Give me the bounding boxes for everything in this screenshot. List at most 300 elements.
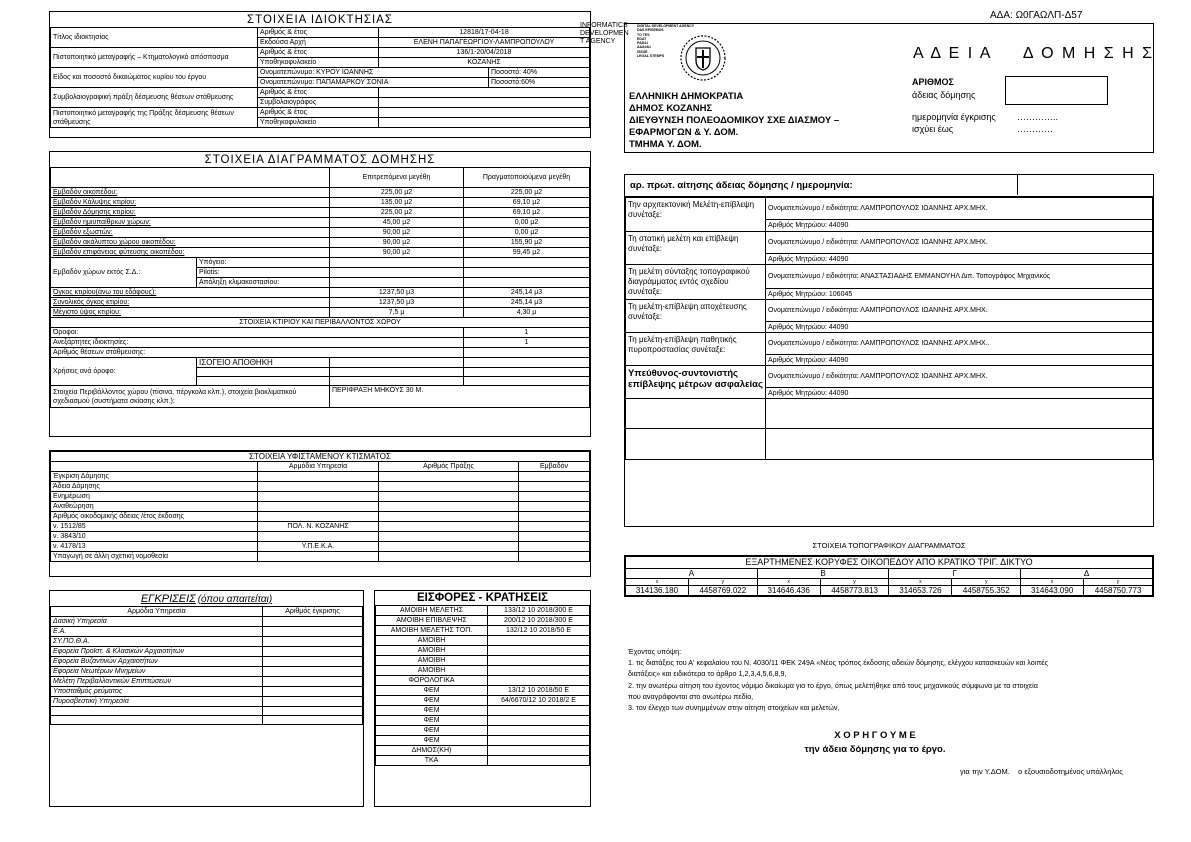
diagram-actual: 99,45 μ2	[464, 248, 590, 258]
owner-val	[379, 108, 590, 118]
fee-value: 133/12 10 2018/300 E	[488, 606, 590, 616]
existing-act	[379, 532, 519, 542]
env-row-value: 1	[464, 338, 590, 348]
fee-value	[488, 666, 590, 676]
owner-val: 12818/17-04-18	[379, 28, 590, 38]
diagram-row	[51, 288, 590, 298]
topo-value: 314643.090	[1021, 586, 1084, 596]
approval-service: Εφορεία Νεωτέρων Μνημείων	[51, 667, 263, 677]
approval-date-value: …………..	[1017, 112, 1059, 122]
diagram-row	[51, 208, 590, 218]
fee-row	[376, 606, 590, 616]
permit-header	[624, 23, 1154, 153]
diagram-row	[51, 218, 590, 228]
engineer-name: Ονοματεπώνυμο / ειδικότητα: ΛΑΜΠΡΟΠΟΥΛΟΣ ΙΩΑΝΝΗΣ ΑΡΧ.ΜΗΧ.	[766, 232, 1153, 254]
owner-val	[379, 98, 590, 108]
env-label: Στοιχεία Περιβάλλοντος χώρου (πίσινα, πέργκολα κλπ.), στοιχεία βιοκλιματικού σχεδιασμού (συστήματα σκίασης κλπ.):	[51, 386, 330, 408]
fee-label: ΑΜΟΙΒΗ	[376, 646, 488, 656]
approvals-title: ΕΓΚΡΙΣΕΙΣ (όπου απαιτείται)	[50, 591, 363, 607]
diagram-label: Εμβαδόν εξωστών:	[51, 228, 330, 238]
fee-row	[376, 626, 590, 636]
existing-label: Αριθμός οικοδομικής άδειας /έτος έκδοσης	[51, 512, 258, 522]
fee-row	[376, 636, 590, 646]
owner-row-label: Πιστοποιητικό μεταγραφής – Κτηματολογικό απόσπασμα	[51, 48, 258, 68]
notes-title: Έχοντας υπόψη:	[628, 647, 682, 656]
owner-section	[49, 11, 591, 138]
grant-title: Χ Ο Ρ Η Γ Ο Υ Μ Ε	[834, 730, 916, 741]
fee-label: ΑΜΟΙΒΗ	[376, 636, 488, 646]
engineer-reg: Αριθμός Μητρώου: 44090	[766, 220, 1153, 232]
approvals-section	[49, 590, 364, 807]
approval-service: ΣΥ.ΠΟ.Θ.Α.	[51, 637, 263, 647]
diagram-label: Συνολικός όγκος κτιρίου:	[51, 298, 330, 308]
diagram-actual: 69,10 μ2	[464, 208, 590, 218]
diagram-actual: 0,00 μ2	[464, 218, 590, 228]
owner-val	[379, 88, 590, 98]
existing-row	[51, 522, 590, 532]
number-label: ΑΡΙΘΜΟΣ	[912, 77, 954, 87]
existing-act	[379, 502, 519, 512]
approvals-table: Αρμόδια Υπηρεσία Αριθμός έγκρισης Δασική Υπηρεσία Ε.Α. ΣΥ.ΠΟ.Θ.Α. Εφορεία Προϊστ. & Κλασικών Αρχαιοτήτων Εφορεία Βυζαντινών Αρχαιοτήτων Εφορεία Νεωτέρων Μνημείων Μελέτη Περιβαλλοντικών Επιπτώσεων Υποσταθμός ρεύματος Πυροσβεστική Υπηρεσία	[50, 606, 363, 725]
topo-x-label: x	[889, 579, 952, 586]
diagram-label: Εμβαδόν ακάλυπτου χώρου οικοπέδου:	[51, 238, 330, 248]
diagram-allowed: 7,5 μ	[330, 308, 464, 318]
diagram-actual: 4,30 μ	[464, 308, 590, 318]
diagram-row	[51, 198, 590, 208]
existing-label: ν. 3843/10	[51, 532, 258, 542]
use-value: ΙΣΟΓΕΙΟ ΑΠΟΘΗΚΗ	[197, 358, 330, 368]
env-row-label: Όροφοι:	[51, 328, 464, 338]
env-row-label: Αριθμός θέσεων στάθμευσης:	[51, 348, 464, 358]
note-line: 3. τον έλεγχο των συνημμένων στην αίτηση στοιχείων και μελετών,	[628, 703, 840, 713]
diagram-allowed: 45,00 μ2	[330, 218, 464, 228]
diagram-allowed: 90,00 μ2	[330, 248, 464, 258]
fee-value: 64/6670/12 10 2018/2 E	[488, 696, 590, 706]
fee-row	[376, 716, 590, 726]
env-row	[51, 338, 590, 348]
existing-area	[519, 522, 590, 532]
existing-section	[49, 450, 591, 577]
topo-value: 4458755.352	[952, 586, 1021, 596]
approval-number	[263, 627, 363, 637]
approval-row	[51, 647, 363, 657]
diagram-section	[49, 151, 591, 437]
existing-area	[519, 552, 590, 562]
existing-act	[379, 482, 519, 492]
diagram-actual: 245,14 μ3	[464, 298, 590, 308]
col-actual: Πραγματοποιούμενα μεγέθη	[464, 168, 590, 188]
approval-number	[263, 716, 363, 725]
diagram-title: ΣΤΟΙΧΕΙΑ ΔΙΑΓΡΑΜΜΑΤΟΣ ΔΟΜΗΣΗΣ	[50, 152, 590, 168]
fee-row	[376, 656, 590, 666]
topo-value: 314646.436	[757, 586, 820, 596]
diagram-row	[51, 228, 590, 238]
owner-row	[51, 28, 590, 38]
fee-row	[376, 676, 590, 686]
existing-label: Έγκριση Δόμησης	[51, 472, 258, 482]
fee-value	[488, 676, 590, 686]
note-line: 2. την ανωτέρω αίτηση του έχοντος νόμιμο δικαίωμα για το έργο, όπως μελετήθηκε από τους μηχανικούς σύμφωνα με τα στοιχεία	[628, 680, 1038, 690]
engineer-role: Τη μελέτη σύνταξης τοπογραφικού διαγράμματος εντός σχεδίου συνέταξε:	[626, 265, 766, 300]
approval-row	[51, 677, 363, 687]
topo-x-label: x	[757, 579, 820, 586]
approval-service: Εφορεία Βυζαντινών Αρχαιοτήτων	[51, 657, 263, 667]
fee-row	[376, 756, 590, 766]
owner-table	[50, 27, 590, 128]
fees-table	[375, 605, 590, 766]
engineer-reg: Αριθμός Μητρώου: 44090	[766, 388, 1153, 399]
existing-service	[258, 492, 379, 502]
owner-row	[51, 48, 590, 58]
owner-val: ΕΛΕΝΗ ΠΑΠΑΓΕΩΡΓΙΟΥ-ΛΑΜΠΡΟΠΟΥΛΟΥ	[379, 38, 590, 48]
existing-label: ν. 4178/13	[51, 542, 258, 552]
valid-label: ισχύει έως	[912, 124, 954, 134]
approval-service: Μελέτη Περιβαλλοντικών Επιπτώσεων	[51, 677, 263, 687]
fee-label: ΦΕΜ	[376, 716, 488, 726]
engineer-reg: Αριθμός Μητρώου: 44090	[766, 254, 1153, 265]
existing-row	[51, 482, 590, 492]
fee-value	[488, 726, 590, 736]
existing-row	[51, 532, 590, 542]
approval-service	[51, 707, 263, 716]
owner-val: 136/1-20/04/2018	[379, 48, 590, 58]
owner-key: Υποθηκοφυλακείο	[258, 118, 379, 128]
fee-value	[488, 736, 590, 746]
engineer-reg: Αριθμός Μητρώου: 44090	[766, 355, 1153, 366]
existing-act	[379, 522, 519, 532]
note-line: 1. τις διατάξεις του Α' κεφαλαίου του Ν. 4030/11 ΦΕΚ 249Α «Νέος τρόπος έκδοσης αδειών δόμησης, ελέγχου κατασκευών και λοιπές	[628, 658, 1048, 668]
approval-row	[51, 617, 363, 627]
engineer-row	[626, 232, 1153, 254]
existing-service	[258, 482, 379, 492]
note-line: που αναγράφονται στο ανωτέρω πεδίο,	[628, 691, 754, 701]
topo-value: 4458773.813	[820, 586, 889, 596]
fee-value: 13/12 10 2018/50 E	[488, 686, 590, 696]
fee-value: 132/12 10 2018/50 E	[488, 626, 590, 636]
diagram-label: Όγκος κτιρίου(άνω του εδάφους):	[51, 288, 330, 298]
engineer-role: Υπεύθυνος-συντονιστής επίβλεψης μέτρων ασφαλείας	[626, 366, 766, 399]
diagram-table: Επιτρεπόμενα μεγέθη Πραγματοποιούμενα μεγέθη Εμβαδόν οικοπέδου: 225,00 μ2 225,00 μ2 Εμβαδόν Κάλυψης κτιρίου: 135,00 μ2 69,10 μ2 Εμβαδόν Δόμησης κτιρίου: 225,00 μ2 69,10 μ2 Εμβαδόν ημιυπαίθριων χώρων: 45,00 μ2 0,00 μ2 Εμβαδόν εξωστών: 90,00 μ2 0,00 μ2 Εμβαδόν ακάλυπτου χώρου οικοπέδου: 90,00 μ2 155,90 μ2 Εμβαδόν επιφάνειας φύτευσης οικοπέδου: 90,00 μ2 99,45 μ2 Εμβαδόν χώρων εκτός Σ.Δ.: Υπόγειο: Pilotis: Απόληξη κλιμακοστασίου: Όγκος κτιρίου(άνω του εδάφους): 1237,50 μ3 245,14 μ3 Συνολικός όγκος κτιρίου: 1237,50 μ3 245,14 μ3 Μέγιστο ύψος κτιρίου: 7,5 μ 4,30 μ ΣΤΟΙΧΕΙΑ ΚΤΙΡΙΟΥ ΚΑΙ ΠΕΡΙΒΑΛΛΟΝΤΟΣ ΧΩΡΟΥ Όροφοι: 1 Ανεξάρτητες ιδιοκτησίες: 1 Αριθμός θέσεων στάθμευσης: Χρήσεις ανά όροφο: ΙΣΟΓΕΙΟ ΑΠΟΘΗΚΗ Στοιχεία Περιβάλλοντος χώρου (πίσινα, πέργκολα κλπ.), στοιχεία βιοκλιματικού σχεδιασμού (συστήματα σκίασης κλπ.): ΠΕΡΙΦΡΑΞΗ ΜΗΚΟΥΣ 30 Μ.	[50, 167, 590, 408]
owner-val: ΚΟΖΑΝΗΣ	[379, 58, 590, 68]
diagram-allowed: 225,00 μ2	[330, 208, 464, 218]
engineer-row	[626, 198, 1153, 220]
existing-act	[379, 512, 519, 522]
engineer-role: Την αρχιτεκτονική Μελέτη-επίβλεψη συνέταξε:	[626, 198, 766, 232]
existing-label: Άδεια Δόμησης	[51, 482, 258, 492]
approval-service: Ε.Α.	[51, 627, 263, 637]
approval-row	[51, 697, 363, 707]
col-allowed: Επιτρεπόμενα μεγέθη	[330, 168, 464, 188]
owner-val: Ποσοστό: 40%	[489, 68, 590, 78]
owner-key: Αριθμός & έτος	[258, 28, 379, 38]
diagram-label: Εμβαδόν Δόμησης κτιρίου:	[51, 208, 330, 218]
fee-value	[488, 716, 590, 726]
fee-label: ΑΜΟΙΒΗ ΜΕΛΕΤΗΣ ΤΟΠ.	[376, 626, 488, 636]
topo-y-label: y	[688, 579, 757, 586]
diagram-actual: 245,14 μ3	[464, 288, 590, 298]
diagram-allowed: 225,00 μ2	[330, 188, 464, 198]
approval-row	[51, 667, 363, 677]
fee-row	[376, 666, 590, 676]
topo-x-label: x	[626, 579, 689, 586]
signature-line: για την Υ.ΔΟΜ. ο εξουσιοδοτημένος υπάλληλος	[960, 767, 1123, 776]
owner-key: Ονοματεπώνυμο: ΚΥΡΟΥ ΙΩΑΝΝΗΣ	[258, 68, 489, 78]
use-label: Χρήσεις ανά όροφο:	[51, 358, 197, 386]
existing-service	[258, 472, 379, 482]
approval-number	[263, 677, 363, 687]
existing-act	[379, 472, 519, 482]
engineer-reg: Αριθμός Μητρώου: 106045	[766, 289, 1153, 300]
approval-row	[51, 687, 363, 697]
fee-label: ΦΕΜ	[376, 696, 488, 706]
fee-label: ΦΕΜ	[376, 736, 488, 746]
fee-row	[376, 646, 590, 656]
fees-section	[374, 590, 591, 807]
topo-section	[624, 555, 1154, 597]
existing-service	[258, 502, 379, 512]
ada-code: ΑΔΑ: Ω0ΓΑΩΛΠ-Δ57	[990, 10, 1083, 21]
existing-label: Αναθεώρηση	[51, 502, 258, 512]
fee-label: ΑΜΟΙΒΗ ΜΕΛΕΤΗΣ	[376, 606, 488, 616]
diagram-label: Εμβαδόν Κάλυψης κτιρίου:	[51, 198, 330, 208]
sd-label: Εμβαδόν χώρων εκτός Σ.Δ.:	[51, 258, 197, 288]
owner-row	[51, 108, 590, 118]
fee-value	[488, 636, 590, 646]
topo-value: 4458750.773	[1084, 586, 1153, 596]
protocol-box	[624, 174, 1154, 197]
existing-service: ΠΟΛ. Ν. ΚΟΖΑΝΗΣ	[258, 522, 379, 532]
engineer-row	[626, 333, 1153, 355]
note-line: διατάξεις» και ειδικότερα το άρθρο 1,2,3,4,5,6,8,9,	[628, 669, 787, 679]
diagram-label: Εμβαδόν οικοπέδου:	[51, 188, 330, 198]
greek-emblem-icon	[679, 34, 727, 82]
owner-row-label: Τίτλος ιδιοκτησίας	[51, 28, 258, 48]
approval-service: Πυροσβεστική Υπηρεσία	[51, 697, 263, 707]
existing-act	[379, 542, 519, 552]
topo-title: ΣΤΟΙΧΕΙΑ ΤΟΠΟΓΡΑΦΙΚΟΥ ΔΙΑΓΡΑΜΜΑΤΟΣ	[812, 541, 966, 550]
diagram-label: Μέγιστο ύψος κτιρίου:	[51, 308, 330, 318]
approval-number	[263, 667, 363, 677]
fee-label: ΦΕΜ	[376, 686, 488, 696]
topo-value: 314653.726	[889, 586, 952, 596]
diagram-allowed: 90,00 μ2	[330, 238, 464, 248]
fees-title: ΕΙΣΦΟΡΕΣ - ΚΡΑΤΗΣΕΙΣ	[375, 591, 590, 606]
existing-title: ΣΤΟΙΧΕΙΑ ΥΦΙΣΤΑΜΕΝΟΥ ΚΤΙΣΜΑΤΟΣ	[51, 452, 590, 462]
engineers-section	[624, 197, 1154, 527]
notes-block	[628, 646, 1048, 713]
existing-label: Ενημέρωση	[51, 492, 258, 502]
engineer-role: Τη στατική μελέτη και επίβλεψη συνέταξε:	[626, 232, 766, 265]
diagram-row	[51, 298, 590, 308]
approval-row	[51, 716, 363, 725]
topo-point: Β	[757, 569, 889, 579]
logo-small-text: DIGITAL DEVELOPMENT AGENCY DAS EPISEMOS TO TES EDAT PAD41 AAA0A1 ISSUE LEGAL STEMPS	[637, 24, 695, 59]
diagram-actual: 0,00 μ2	[464, 228, 590, 238]
existing-area	[519, 472, 590, 482]
topo-y-label: y	[820, 579, 889, 586]
existing-table: ΣΤΟΙΧΕΙΑ ΥΦΙΣΤΑΜΕΝΟΥ ΚΤΙΣΜΑΤΟΣ Αρμόδια Υπηρεσία Αριθμός Πράξης Εμβαδόν Έγκριση Δόμησης Άδεια Δόμησης Ενημέρωση Αναθεώρηση Αριθμός οικοδομικής άδειας /έτος έκδοσης ν. 1512/85 ΠΟΛ. Ν. ΚΟΖΑΝΗΣ ν. 3843/10 ν. 4178/13 Υ.Π.Ε.Κ.Α. Υπαγωγή σε άλλη σχετική νομοθεσία	[50, 451, 590, 562]
topo-point: Δ	[1021, 569, 1153, 579]
owner-key: Αριθμός & έτος	[258, 48, 379, 58]
diagram-row	[51, 238, 590, 248]
permit-title: Α Δ Ε Ι Α Δ Ο Μ Η Σ Η Σ	[913, 45, 1154, 62]
diagram-row	[51, 308, 590, 318]
diagram-label: Εμβαδόν επιφάνειας φύτευσης οικοπέδου:	[51, 248, 330, 258]
engineer-role: Τη μελέτη-επίβλεψη αποχέτευσης συνέταξε:	[626, 300, 766, 333]
fee-row	[376, 726, 590, 736]
existing-row	[51, 502, 590, 512]
number-sub: άδειας δόμησης	[912, 90, 976, 100]
owner-row-label: Πιστοποιητικό μεταγραφής της Πράξης δέσμευσης θέσεων στάθμευσης	[51, 108, 258, 128]
existing-area	[519, 502, 590, 512]
fee-row	[376, 696, 590, 706]
existing-row	[51, 492, 590, 502]
protocol-label: αρ. πρωτ. αίτησης άδειας δόμησης / ημερομηνία:	[630, 180, 853, 191]
diagram-actual: 155,90 μ2	[464, 238, 590, 248]
issuer-block: ΕΛΛΗΝΙΚΗ ΔΗΜΟΚΡΑΤΙΑ ΔΗΜΟΣ ΚΟΖΑΝΗΣ ΔΙΕΥΘΥΝΣΗ ΠΟΛΕΟΔΟΜΙΚΟΥ ΣΧΕ ΔΙΑΣΜΟΥ – ΕΦΑΡΜΟΓΩΝ & Υ. ΔΟΜ. ΤΜΗΜΑ Υ. ΔΟΜ.	[629, 91, 840, 150]
env-row-label: Ανεξάρτητες ιδιοκτησίες:	[51, 338, 464, 348]
fee-label: ΦΕΜ	[376, 726, 488, 736]
approval-row	[51, 637, 363, 647]
existing-service	[258, 512, 379, 522]
diagram-row	[51, 188, 590, 198]
fee-label: ΔΗΜΟΣ(ΚΗ)	[376, 746, 488, 756]
owner-key: Συμβολαιογράφος	[258, 98, 379, 108]
owner-key: Αριθμός & έτος	[258, 108, 379, 118]
existing-act	[379, 492, 519, 502]
existing-area	[519, 542, 590, 552]
engineers-table	[625, 197, 1153, 460]
existing-act	[379, 552, 519, 562]
engineer-row	[626, 265, 1153, 289]
fee-row	[376, 746, 590, 756]
engineer-name: Ονοματεπώνυμο / ειδικότητα: ΛΑΜΠΡΟΠΟΥΛΟΣ ΙΩΑΝΝΗΣ ΑΡΧ.ΜΗΧ.	[766, 300, 1153, 322]
existing-label: ν. 1512/85	[51, 522, 258, 532]
fee-value	[488, 756, 590, 766]
owner-row-label: Συμβολαιογραφική πράξη δέσμευσης θέσεων στάθμευσης	[51, 88, 258, 108]
fee-row	[376, 706, 590, 716]
owner-key: Εκδούσα Αρχή	[258, 38, 379, 48]
fee-value	[488, 656, 590, 666]
env-row	[51, 328, 590, 338]
existing-label: Υπαγωγή σε άλλη σχετική νομοθεσία	[51, 552, 258, 562]
diagram-label: Εμβαδόν ημιυπαίθριων χώρων:	[51, 218, 330, 228]
approval-service	[51, 716, 263, 725]
approval-number	[263, 707, 363, 716]
existing-service	[258, 552, 379, 562]
diagram-allowed: 135,00 μ2	[330, 198, 464, 208]
diagram-allowed: 1237,50 μ3	[330, 298, 464, 308]
diagram-allowed: 90,00 μ2	[330, 228, 464, 238]
fee-label: ΑΜΟΙΒΗ	[376, 666, 488, 676]
fee-row	[376, 686, 590, 696]
approval-number	[263, 617, 363, 627]
engineer-name: Ονοματεπώνυμο / ειδικότητα: ΛΑΜΠΡΟΠΟΥΛΟΣ ΙΩΑΝΝΗΣ ΑΡΧ.ΜΗΧ.	[766, 366, 1153, 388]
existing-area	[519, 482, 590, 492]
fee-label: ΤΚΑ	[376, 756, 488, 766]
topo-point: Γ	[889, 569, 1021, 579]
owner-row	[51, 68, 590, 78]
diagram-actual: 69,10 μ2	[464, 198, 590, 208]
engineer-row	[626, 366, 1153, 388]
engineer-name: Ονοματεπώνυμο / ειδικότητα: ΛΑΜΠΡΟΠΟΥΛΟΣ ΙΩΑΝΝΗΣ ΑΡΧ.ΜΗΧ..	[766, 333, 1153, 355]
topo-point: Α	[626, 569, 758, 579]
fee-value	[488, 746, 590, 756]
env-title: ΣΤΟΙΧΕΙΑ ΚΤΙΡΙΟΥ ΚΑΙ ΠΕΡΙΒΑΛΛΟΝΤΟΣ ΧΩΡΟΥ	[51, 318, 590, 328]
owner-key: Υποθηκοφυλακείο	[258, 58, 379, 68]
env-value: ΠΕΡΙΦΡΑΞΗ ΜΗΚΟΥΣ 30 Μ.	[330, 386, 590, 408]
fee-value: 200/12 10 2018/300 E	[488, 616, 590, 626]
engineer-row	[626, 300, 1153, 322]
existing-service: Υ.Π.Ε.Κ.Α.	[258, 542, 379, 552]
diagram-actual: 225,00 μ2	[464, 188, 590, 198]
protocol-divider	[1017, 175, 1018, 195]
fee-row	[376, 616, 590, 626]
fee-label: ΑΜΟΙΒΗ ΕΠΙΒΛΕΨΗΣ	[376, 616, 488, 626]
owner-val	[379, 118, 590, 128]
engineer-name: Ονοματεπώνυμο / ειδικότητα: ΛΑΜΠΡΟΠΟΥΛΟΣ ΙΩΑΝΝΗΣ ΑΡΧ.ΜΗΧ.	[766, 198, 1153, 220]
informatics-logo: INFORMATICS DEVELOPMEN T AGENCY	[580, 22, 629, 45]
env-row-value: 1	[464, 328, 590, 338]
permit-number-field[interactable]	[1005, 76, 1108, 105]
env-row	[51, 348, 590, 358]
topo-subtitle: ΕΞΑΡΤΗΜΕΝΕΣ ΚΟΡΥΦΕΣ ΟΙΚΟΠΕΔΟΥ ΑΠΟ ΚΡΑΤΙΚΟ ΤΡΙΓ. ΔΙΚΤΥΟ	[626, 557, 1153, 569]
approval-number	[263, 647, 363, 657]
engineer-name: Ονοματεπώνυμο / ειδικότητα: ΑΝΑΣΤΑΣΙΑΔΗΣ ΕΜΜΑΝΟΥΗΛ Διπ. Τοπογράφος Μηχανικός	[766, 265, 1153, 289]
existing-row	[51, 472, 590, 482]
fee-value	[488, 646, 590, 656]
existing-row	[51, 512, 590, 522]
approval-row	[51, 657, 363, 667]
existing-service	[258, 532, 379, 542]
approval-service: Εφορεία Προϊστ. & Κλασικών Αρχαιοτήτων	[51, 647, 263, 657]
existing-row	[51, 552, 590, 562]
valid-value: …………	[1017, 124, 1053, 134]
env-row-value	[464, 348, 590, 358]
owner-key: Ονοματεπώνυμο: ΠΑΠΑΜΑΡΚΟΥ ΣΟΝΙΑ	[258, 78, 489, 88]
owner-row-label: Είδος και ποσοστό δικαιώματος κυρίου του έργου	[51, 68, 258, 88]
owner-key: Αριθμός & έτος	[258, 88, 379, 98]
approval-number	[263, 657, 363, 667]
topo-y-label: y	[952, 579, 1021, 586]
owner-val: Ποσοστό:60%	[489, 78, 590, 88]
owner-row	[51, 88, 590, 98]
approval-number	[263, 697, 363, 707]
diagram-allowed: 1237,50 μ3	[330, 288, 464, 298]
owner-title: ΣΤΟΙΧΕΙΑ ΙΔΙΟΚΤΗΣΙΑΣ	[50, 12, 590, 28]
topo-y-label: y	[1084, 579, 1153, 586]
engineer-reg: Αριθμός Μητρώου: 44090	[766, 322, 1153, 333]
approval-number	[263, 687, 363, 697]
approval-row	[51, 627, 363, 637]
fee-label: ΦΟΡΟΛΟΓΙΚΑ	[376, 676, 488, 686]
topo-value: 314136.180	[626, 586, 689, 596]
fee-row	[376, 736, 590, 746]
fee-label: ΦΕΜ	[376, 706, 488, 716]
topo-value: 4458769.022	[688, 586, 757, 596]
fee-value	[488, 706, 590, 716]
topo-x-label: x	[1021, 579, 1084, 586]
existing-row	[51, 542, 590, 552]
existing-area	[519, 532, 590, 542]
engineer-role: Τη μελέτη-επίβλεψη παθητικής πυροπροστασίας συνέταξε:	[626, 333, 766, 366]
existing-area	[519, 512, 590, 522]
approval-service: Υποσταθμός ρεύματος	[51, 687, 263, 697]
approval-date-label: ημερομηνία έγκρισης	[912, 112, 996, 122]
grant-subtitle: την άδεια δόμησης για το έργο.	[804, 744, 946, 755]
diagram-row	[51, 248, 590, 258]
topo-table	[625, 556, 1153, 596]
